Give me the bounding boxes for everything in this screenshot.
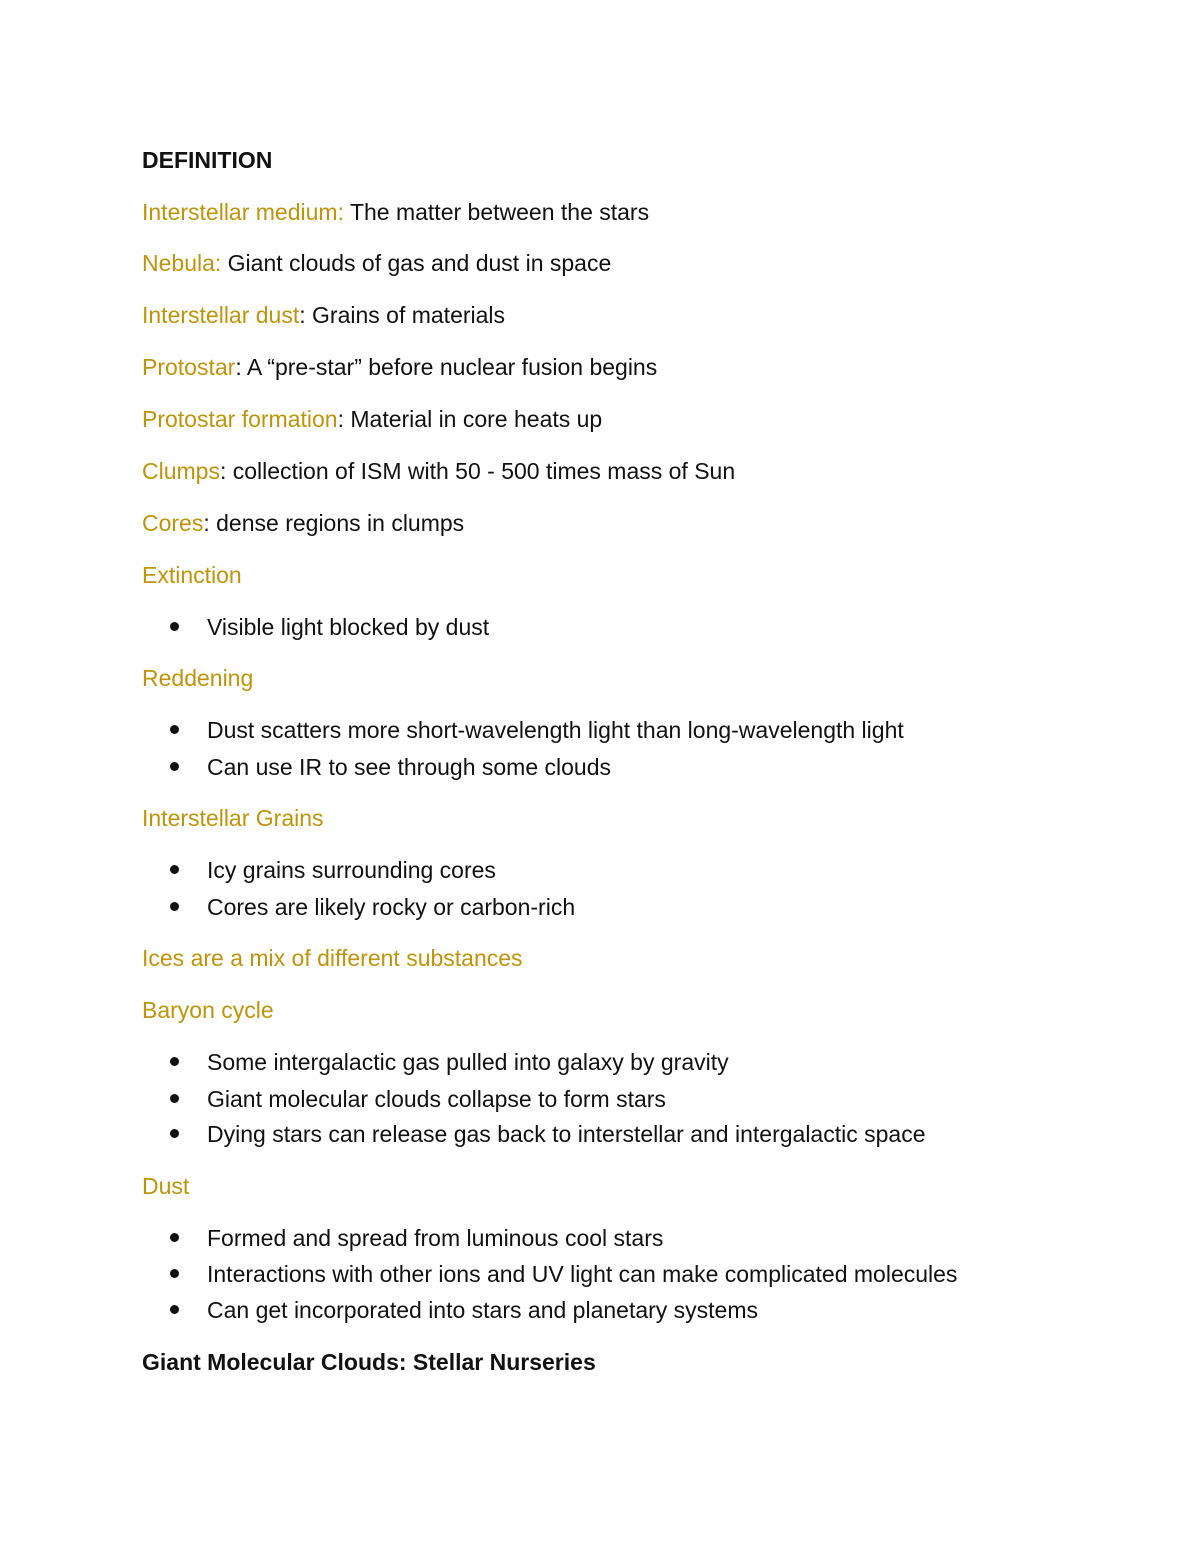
bullet-item	[170, 613, 489, 641]
bullet-item	[170, 1085, 666, 1113]
bullet-text: Interactions with other ions and UV light can make complicated molecules	[207, 1261, 958, 1287]
bullet-text: Cores are likely rocky or carbon-rich	[207, 894, 576, 920]
definition-item	[142, 249, 611, 277]
bullet-text: Can get incorporated into stars and planetary systems	[207, 1297, 759, 1323]
bullet-text: Icy grains surrounding cores	[207, 857, 496, 883]
section-heading: Reddening	[142, 665, 254, 691]
bullet-item	[170, 1296, 758, 1324]
bullet-icon	[170, 1094, 179, 1103]
bullet-icon	[170, 865, 179, 874]
section-heading: Baryon cycle	[142, 997, 274, 1023]
section-heading: Extinction	[142, 562, 242, 588]
bullet-icon	[170, 1269, 179, 1278]
definition-text: Giant clouds of gas and dust in space	[221, 250, 612, 276]
section-heading: Interstellar Grains	[142, 805, 324, 831]
definition-item	[142, 301, 505, 329]
bullet-item	[170, 1260, 957, 1288]
bullet-text: Dust scatters more short-wavelength light than long-wavelength light	[207, 717, 904, 743]
bullet-text: Giant molecular clouds collapse to form stars	[207, 1086, 666, 1112]
bullet-icon	[170, 1233, 179, 1242]
definition-text: : Grains of materials	[299, 302, 506, 328]
bullet-icon	[170, 1129, 179, 1138]
definition-text: : collection of ISM with 50 - 500 times mass of Sun	[219, 458, 736, 484]
bullet-item	[170, 893, 575, 921]
final-heading: Giant Molecular Clouds: Stellar Nurseries	[142, 1349, 596, 1375]
definition-term: Nebula:	[142, 250, 222, 276]
definition-item	[142, 353, 657, 381]
bullet-text: Some intergalactic gas pulled into galaxy by gravity	[207, 1049, 729, 1075]
definition-item	[142, 457, 735, 485]
bullet-icon	[170, 762, 179, 771]
definition-item	[142, 509, 464, 537]
definition-item	[142, 405, 602, 433]
bullet-text: Dying stars can release gas back to interstellar and intergalactic space	[207, 1121, 926, 1147]
section-heading: Dust	[142, 1173, 190, 1199]
bullet-item	[170, 753, 611, 781]
bullet-icon	[170, 1057, 179, 1066]
definition-text: : Material in core heats up	[337, 406, 603, 432]
bullet-text: Formed and spread from luminous cool stars	[207, 1225, 664, 1251]
bullet-text: Can use IR to see through some clouds	[207, 754, 612, 780]
definition-text: : A “pre-star” before nuclear fusion begins	[235, 354, 658, 380]
definition-term: Clumps	[142, 458, 220, 484]
bullet-icon	[170, 1305, 179, 1314]
bullet-item	[170, 1048, 729, 1076]
definition-text: The matter between the stars	[343, 199, 650, 225]
definition-term: Interstellar medium:	[142, 199, 344, 225]
bullet-item	[170, 1120, 925, 1148]
bullet-icon	[170, 725, 179, 734]
definition-term: Cores	[142, 510, 204, 536]
document-title: DEFINITION	[142, 147, 273, 173]
bullet-icon	[170, 902, 179, 911]
bullet-text: Visible light blocked by dust	[207, 614, 490, 640]
bullet-item	[170, 1224, 663, 1252]
definition-term: Interstellar dust	[142, 302, 300, 328]
bullet-icon	[170, 622, 179, 631]
definition-term: Protostar formation	[142, 406, 338, 432]
definition-text: : dense regions in clumps	[203, 510, 465, 536]
bullet-item	[170, 716, 904, 744]
definition-term: Protostar	[142, 354, 236, 380]
definition-item	[142, 198, 649, 226]
bullet-item	[170, 856, 496, 884]
section-heading: Ices are a mix of different substances	[142, 945, 523, 971]
